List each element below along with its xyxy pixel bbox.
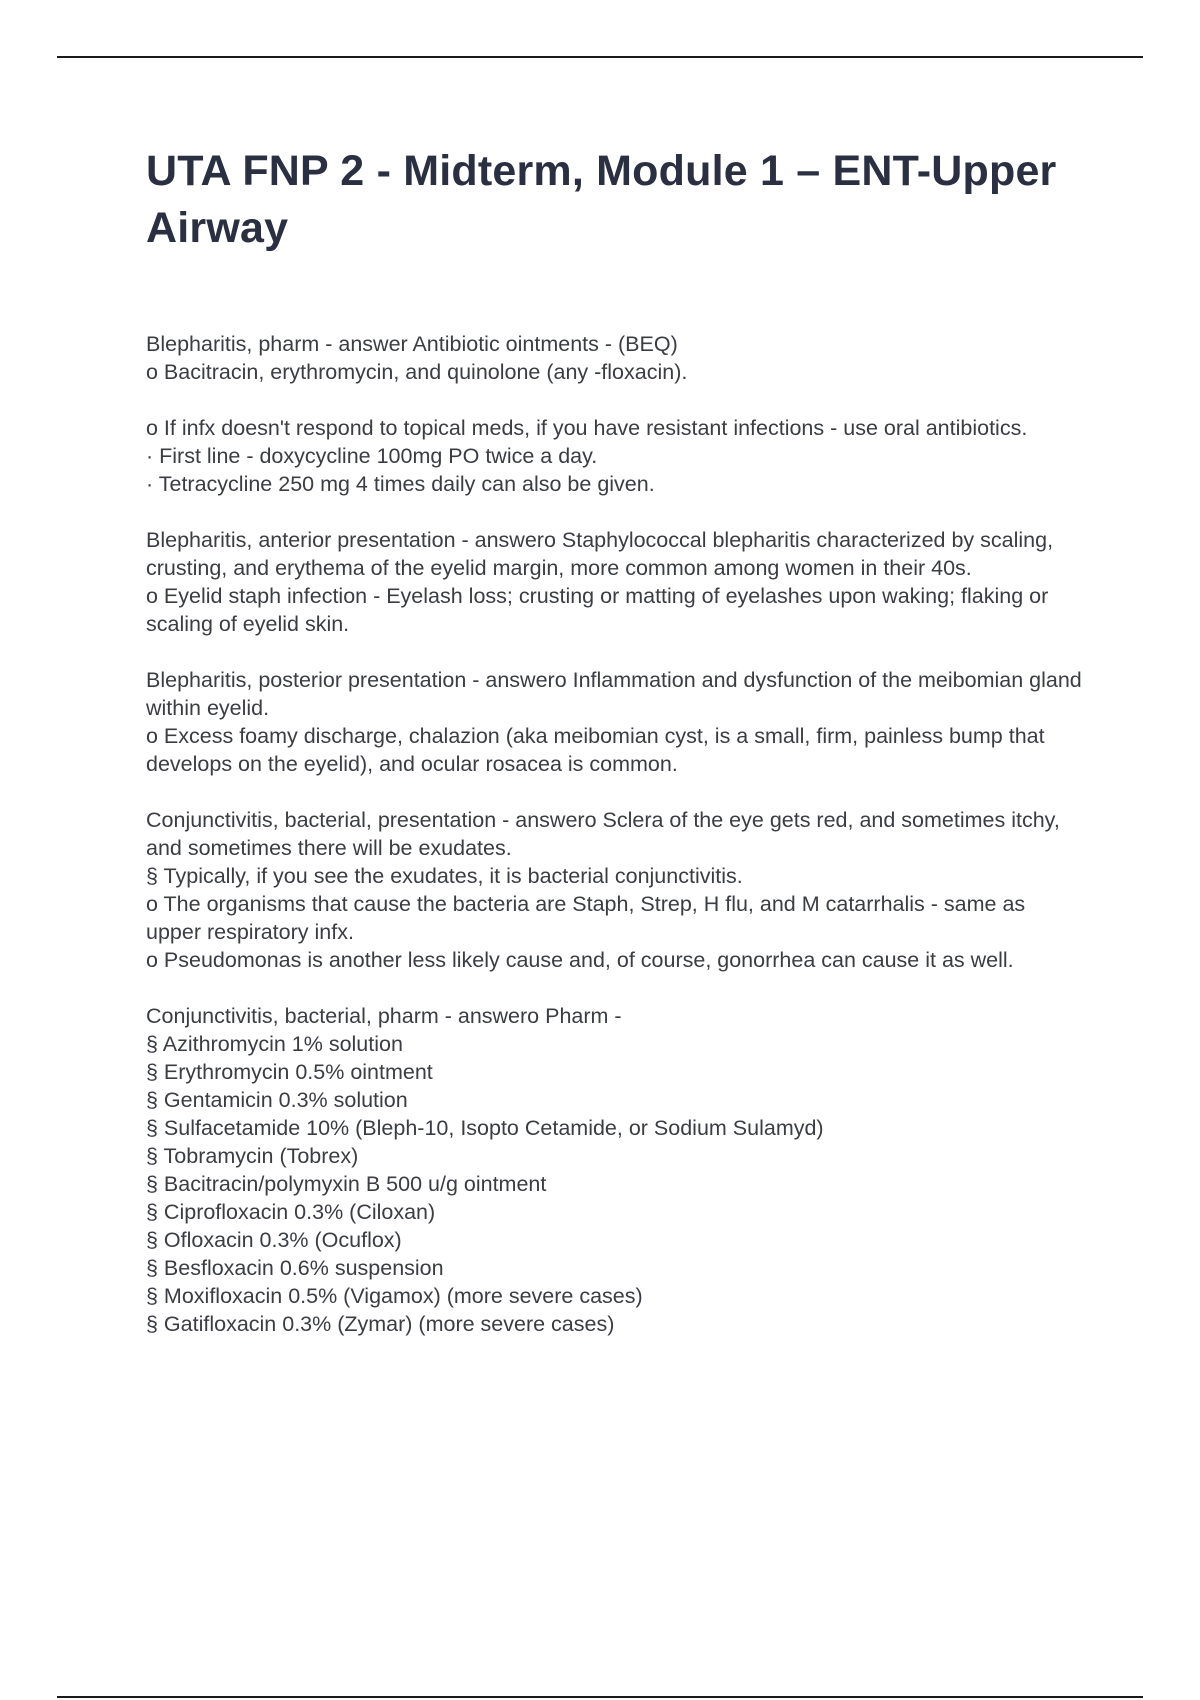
entry-blepharitis-posterior	[146, 666, 1086, 778]
entry-line: § Ofloxacin 0.3% (Ocuflox)	[146, 1228, 402, 1252]
top-divider	[57, 56, 1143, 58]
entry-line: o If infx doesn't respond to topical meds, if you have resistant infections - use oral antibiotics.	[146, 416, 1028, 440]
entry-line: Conjunctivitis, bacterial, pharm - answero Pharm -	[146, 1004, 622, 1028]
document-page	[146, 143, 1086, 1366]
entry-line: Blepharitis, pharm - answer Antibiotic ointments - (BEQ)	[146, 332, 678, 356]
entry-line: o Eyelid staph infection - Eyelash loss; crusting or matting of eyelashes upon waking; flaking or scaling of eyelid skin.	[146, 584, 1049, 636]
entry-line: § Typically, if you see the exudates, it is bacterial conjunctivitis.	[146, 864, 743, 888]
entry-line: Blepharitis, posterior presentation - answero Inflammation and dysfunction of the meibomian gland within eyelid.	[146, 668, 1082, 720]
entry-line: Blepharitis, anterior presentation - answero Staphylococcal blepharitis characterized by scaling, crusting, and erythema of the eyelid margin, more common among women in their 40s.	[146, 528, 1054, 580]
entry-line: o Excess foamy discharge, chalazion (aka meibomian cyst, is a small, firm, painless bump that develops on the eyelid), and ocular rosacea is common.	[146, 724, 1045, 776]
entry-blepharitis-anterior	[146, 526, 1086, 638]
entry-line: o Bacitracin, erythromycin, and quinolone (any -floxacin).	[146, 360, 688, 384]
page-title: UTA FNP 2 - Midterm, Module 1 – ENT-Upper Airway	[146, 147, 1057, 252]
entry-line: § Gatifloxacin 0.3% (Zymar) (more severe cases)	[146, 1312, 615, 1336]
entry-line: § Azithromycin 1% solution	[146, 1032, 403, 1056]
entry-line: § Erythromycin 0.5% ointment	[146, 1060, 433, 1084]
entry-line: Conjunctivitis, bacterial, presentation - answero Sclera of the eye gets red, and sometimes itchy, and sometimes there will be exudates.	[146, 808, 1060, 860]
entry-conjunctivitis-presentation	[146, 806, 1086, 974]
entry-line: § Besfloxacin 0.6% suspension	[146, 1256, 444, 1280]
entry-line: § Ciprofloxacin 0.3% (Ciloxan)	[146, 1200, 436, 1224]
entry-line: o Pseudomonas is another less likely cause and, of course, gonorrhea can cause it as well.	[146, 948, 1014, 972]
bottom-divider	[57, 1696, 1143, 1698]
document-body	[146, 330, 1086, 1338]
entry-line: § Sulfacetamide 10% (Bleph-10, Isopto Cetamide, or Sodium Sulamyd)	[146, 1116, 824, 1140]
entry-blepharitis-pharm	[146, 330, 1086, 386]
entry-line: § Tobramycin (Tobrex)	[146, 1144, 359, 1168]
entry-line: · Tetracycline 250 mg 4 times daily can also be given.	[146, 472, 655, 496]
entry-line: · First line - doxycycline 100mg PO twice a day.	[146, 444, 598, 468]
entry-conjunctivitis-pharm	[146, 1002, 1086, 1338]
entry-line: § Bacitracin/polymyxin B 500 u/g ointment	[146, 1172, 547, 1196]
entry-line: o The organisms that cause the bacteria are Staph, Strep, H flu, and M catarrhalis - same as upper respiratory infx.	[146, 892, 1026, 944]
entry-line: § Gentamicin 0.3% solution	[146, 1088, 408, 1112]
entry-line: § Moxifloxacin 0.5% (Vigamox) (more severe cases)	[146, 1284, 643, 1308]
entry-oral-antibiotics	[146, 414, 1086, 498]
